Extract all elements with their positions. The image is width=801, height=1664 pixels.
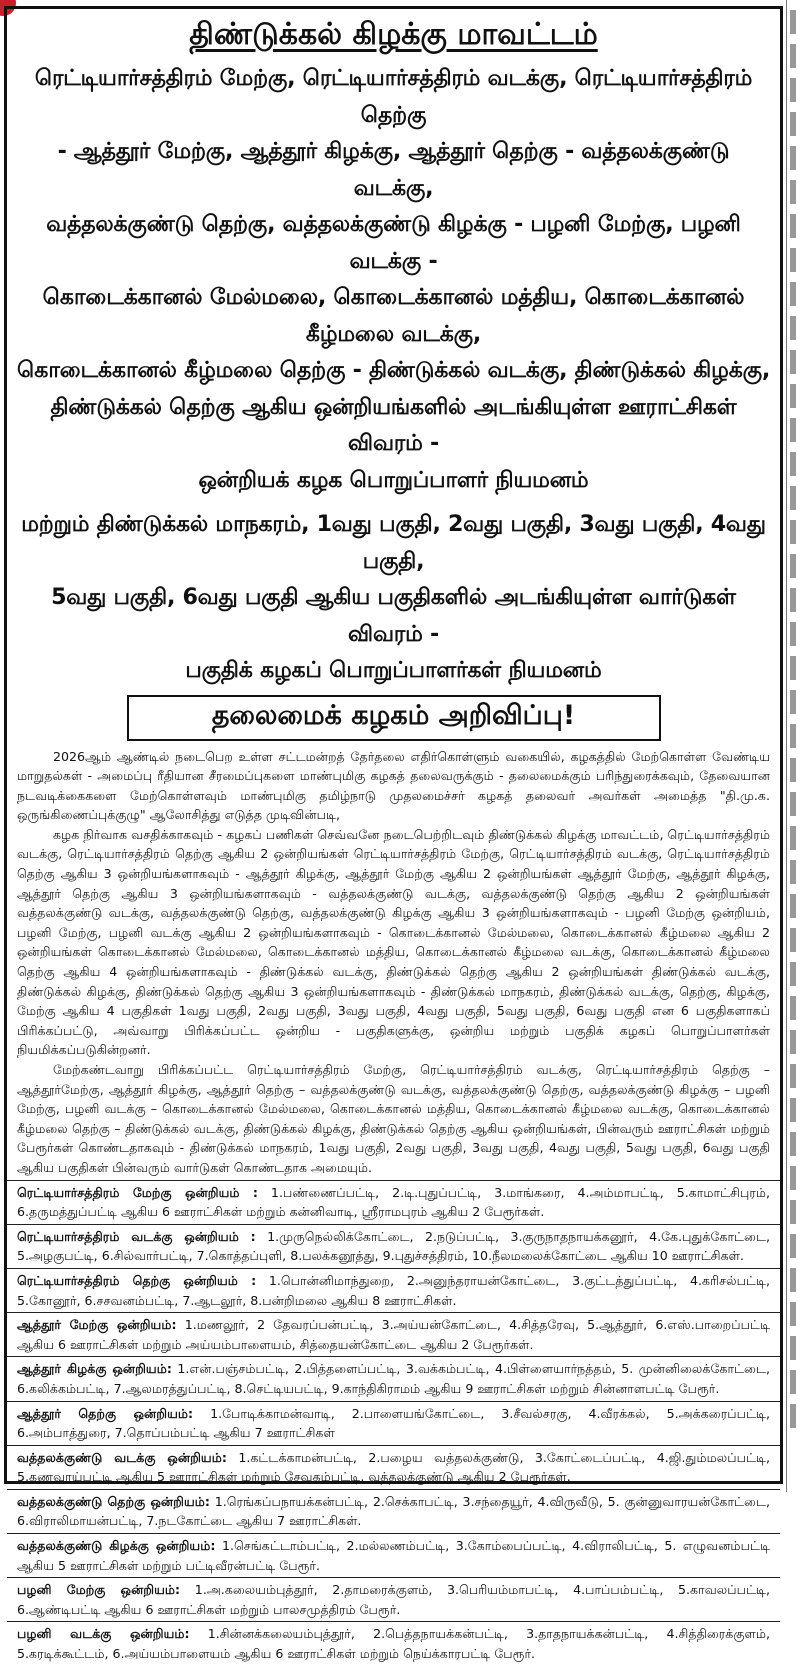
union-name: வத்தலக்குண்டு தெற்கு ஒன்றியம்: — [17, 1493, 210, 1509]
union-name: ஆத்தூர் கிழக்கு ஒன்றியம்: — [17, 1361, 172, 1377]
divider — [7, 1621, 780, 1622]
divider — [7, 1533, 780, 1534]
divider — [7, 1224, 780, 1225]
union-villages: 1.மணலூர், 2 தேவரப்பன்பட்டி, 3.அய்யன்கோட்டை, 4.சித்தரேவு, 5.ஆத்தூர், 6.எஸ்.பாறைப்பட்டி ஆகிய 6 ஊராட்சிகள் மற்றும் அய்யம்பாளையம், சித்தையன்கோட்டை ஆகிய 2 பேரூர்கள். — [17, 1317, 770, 1352]
unions-heading-line: ஒன்றியக் கழக பொறுப்பாளர் நியமனம் — [198, 466, 589, 493]
union-name: ஆத்தூர் தெற்கு ஒன்றியம்: — [17, 1405, 194, 1421]
divider — [7, 1180, 780, 1181]
union-name: பழனி வடக்கு ஒன்றியம்: — [17, 1626, 190, 1642]
unions-heading-line: கொடைக்கானல் கீழ்மலை தெற்கு - திண்டுக்கல் வடக்கு, திண்டுக்கல் கிழக்கு, — [16, 357, 771, 383]
areas-heading-line: 5வது பகுதி, 6வது பகுதி ஆகிய பகுதிகளில் அடங்கியுள்ள வார்டுகள் விவரம் - — [51, 584, 736, 647]
announcement-body — [7, 747, 780, 1664]
areas-heading-line: மற்றும் திண்டுக்கல் மாநகரம், 1வது பகுதி, 2வது பகுதி, 3வது பகுதி, 4வது பகுதி, — [21, 511, 766, 574]
divider — [7, 1577, 780, 1578]
divider — [7, 1268, 780, 1269]
divider — [7, 1401, 780, 1402]
unions-heading-line: கொடைக்கானல் மேல்மலை, கொடைக்கானல் மத்திய, கொடைக்கானல் கீழ்மலை வடக்கு, — [42, 284, 745, 347]
union-entry — [17, 1271, 770, 1310]
union-villages: 1.முருநெல்லிக்கோட்டை, 2.நடுப்பட்டி, 3.குருநாதநாயக்கனூர், 4.கே.புதுக்கோட்டை, 5.அழகுபட்டி, 6.சில்வார்பட்டி, 7.கொத்தப்புளி, 8.பலக்கனூத்து, 9.புதுச்சத்திரம், 10.நீலமலைக்கோட்டை ஆகிய 10 ஊராட்சிகள். — [17, 1228, 770, 1264]
union-name: வத்தலக்குண்டு கிழக்கு ஒன்றியம்: — [17, 1538, 216, 1554]
union-villages: 1.அ.கலையம்புத்தூர், 2.தாமரைக்குளம், 3.பெரியம்மாபட்டி, 4.பாப்பம்பட்டி, 5.காவலப்பட்டி, 6.ஆண்டிபட்டி ஆகிய 6 ஊராட்சிகள் மற்றும் பாலசமுத்திரம் பேரூர். — [17, 1582, 770, 1617]
areas-heading — [7, 506, 780, 689]
district-title-text: திண்டுக்கல் கிழக்கு மாவட்டம் — [189, 17, 598, 52]
union-entry — [17, 1448, 770, 1487]
areas-heading-line: பகுதிக் கழகப் பொறுப்பாளர்கள் நியமனம் — [185, 657, 602, 683]
union-name: ரெட்டியார்சத்திரம் வடக்கு ஒன்றியம் : — [17, 1228, 256, 1244]
unions-heading-line: - ஆத்தூர் மேற்கு, ஆத்தூர் கிழக்கு, ஆத்தூர் தெற்கு - வத்தலக்குண்டு வடக்கு, — [57, 138, 730, 201]
divider — [7, 1489, 780, 1490]
union-entry — [17, 1359, 770, 1398]
union-entry — [17, 1624, 770, 1663]
union-entry — [17, 1227, 770, 1266]
intro-paragraph: 2026ஆம் ஆண்டில் நடைபெற உள்ள சட்டமன்றத் தேர்தலை எதிர்கொள்ளும் வகையில், கழகத்தில் மேற்கொள்ள வேண்டிய மாறுதல்கள் - அமைப்பு ரீதியான சீரமைப்புகளை மாண்புமிகு கழகத் தலைவருக்கும் - தலைமைக்கும் பரிந்துரைக்கவும், தேவையான நடவடிக்கைகளை மேற்கொள்ளவும் மாண்புமிகு தமிழ்நாடு முதலமைச்சர் கழகத் தலைவர் அவர்கள் அமைத்த "தி.மு.க. ஒருங்கிணைப்புக்குழு" ஆலோசித்து எடுத்த முடிவின்படி, — [17, 748, 770, 823]
divider — [7, 1356, 780, 1357]
union-entry — [17, 1183, 770, 1222]
composition-paragraph: மேற்கண்டவாறு பிரிக்கப்பட்ட ரெட்டியார்சத்திரம் மேற்கு, ரெட்டியார்சத்திரம் வடக்கு, ரெட்டியார்சத்திரம் தெற்கு – ஆத்தூர்மேற்கு, ஆத்தூர் கிழக்கு, ஆத்தூர் தெற்கு – வத்தலக்குண்டு வடக்கு, வத்தலக்குண்டு தெற்கு, வத்தலக்குண்டு கிழக்கு – பழனி மேற்கு, பழனி வடக்கு – கொடைக்கானல் மேல்மலை, கொடைக்கானல் மத்திய, கொடைக்கானல் கீழ்மலை வடக்கு, கொடைக்கானல் கீழ்மலை தெற்கு – திண்டுக்கல் வடக்கு, திண்டுக்கல் கிழக்கு, திண்டுக்கல் தெற்கு ஆகிய ஒன்றியங்கள், பின்வரும் ஊராட்சிகள் மற்றும் பேரூர்கள் கொண்டதாகவும் - திண்டுக்கல் மாநகரம், 1வது பகுதி, 2வது பகுதி, 3வது பகுதி, 4வது பகுதி, 5வது பகுதி, 6வது பகுதி ஆகிய பகுதிகள் பின்வரும் வார்டுகள் கொண்டதாக அமையும். — [17, 1062, 770, 1175]
union-name: ரெட்டியார்சத்திரம் மேற்கு ஒன்றியம் : — [17, 1184, 258, 1200]
union-villages: 1.பொன்னிமாந்துறை, 2.அனுந்தராயன்கோட்டை, 3.குட்டத்துப்பட்டி, 4.கரிசல்பட்டி, 5.கோனூர், 6.சசவனம்பட்டி, 7.ஆடலூர், 8.பன்றிமலை ஆகிய 8 ஊராட்சிகள். — [17, 1272, 770, 1308]
union-villages: 1.செங்கட்டாம்பட்டி, 2.மல்லணம்பட்டி, 3.கோம்பைப்பட்டி, 4.விராலிபட்டி, 5. எழுவனம்பட்டி ஆகிய 5 ஊராட்சிகள் மற்றும் பட்டிவீரன்பட்டி பேரூர். — [17, 1538, 770, 1573]
divider — [7, 1312, 780, 1313]
union-entry — [17, 1536, 770, 1575]
union-name: ஆத்தூர் மேற்கு ஒன்றியம்: — [17, 1317, 177, 1333]
headquarters-notice-banner: தலைமைக் கழகம் அறிவிப்பு! — [127, 695, 661, 741]
union-villages: 1.ரெங்கப்பநாயக்கன்பட்டி, 2.செக்காபட்டி, 3.சந்தையூர், 4.விருவீடு, 5. குன்னுவாரயன்கோட்டை, 6.விராலிமாயன்பட்டி, 7.நடகோட்டை ஆகிய 7 ஊராட்சிகள். — [17, 1493, 771, 1529]
adjacent-column-edge — [786, 0, 801, 1492]
union-entry — [17, 1404, 770, 1443]
union-name: வத்தலக்குண்டு வடக்கு ஒன்றியம்: — [17, 1449, 227, 1465]
union-name: பழனி மேற்கு ஒன்றியம்: — [17, 1582, 181, 1598]
union-villages: 1.பண்ணைப்பட்டி, 2.டி.புதுப்பட்டி, 3.மாங்கரை, 4.அம்மாபட்டி, 5.காமாட்சிபுரம், 6.தருமத்துப்பட்டி ஆகிய 6 ஊராட்சிகள் மற்றும் கன்னிவாடி, ஸ்ரீராமபுரம் ஆகிய 2 பேரூர்கள். — [17, 1184, 770, 1220]
unions-heading — [7, 60, 780, 498]
restructure-paragraph: கழக நிர்வாக வசதிக்காகவும் - கழகப் பணிகள் செவ்வனே நடைபெற்றிடவும் திண்டுக்கல் கிழக்கு மாவட்டம், ரெட்டியார்சத்திரம் வடக்கு, ரெட்டியார்சத்திரம் தெற்கு ஆகிய 2 ஒன்றியங்கள் ரெட்டியார்சத்திரம் மேற்கு, ரெட்டியார்சத்திரம் வடக்கு, ரெட்டியார்சத்திரம் தெற்கு ஆகிய 3 ஒன்றியங்களாகவும் - ஆத்தூர் கிழக்கு, ஆத்தூர் மேற்கு ஆகிய 2 ஒன்றியங்கள் ஆத்தூர் மேற்கு, ஆத்தூர் கிழக்கு, ஆத்தூர் தெற்கு ஆகிய 3 ஒன்றியங்களாகவும் - வத்தலக்குண்டு வடக்கு, வத்தலக்குண்டு தெற்கு ஆகிய 2 ஒன்றியங்கள் வத்தலக்குண்டு வடக்கு, வத்தலக்குண்டு தெற்கு, வத்தலக்குண்டு கிழக்கு ஆகிய 3 ஒன்றியங்களாகவும் - பழனி மேற்கு ஒன்றியம், பழனி மேற்கு, பழனி வடக்கு ஆகிய 2 ஒன்றியங்களாகவும் - கொடைக்கானல் மேல்மலை, கொடைக்கானல் கீழ்மலை ஆகிய 2 ஒன்றியங்கள் கொடைக்கானல் மேல்மலை, கொடைக்கானல் மத்திய, கொடைக்கானல் கீழ்மலை வடக்கு, கொடைக்கானல் கீழ்மலை தெற்கு ஆகிய 4 ஒன்றியங்களாகவும் - திண்டுக்கல் வடக்கு, திண்டுக்கல் தெற்கு ஆகிய 2 ஒன்றியங்கள் திண்டுக்கல் வடக்கு, திண்டுக்கல் கிழக்கு, திண்டுக்கல் தெற்கு ஆகிய 3 ஒன்றியங்களாகவும் - திண்டுக்கல் மாநகரம், திண்டுக்கல் வடக்கு, தெற்கு, கிழக்கு, மேற்கு ஆகிய 4 பகுதிகள் 1வது பகுதி, 2வது பகுதி, 3வது பகுதி, 4வது பகுதி, 5வது பகுதி, 6வது பகுதி என 6 பகுதிகளாகப் பிரிக்கப்பட்டு, அவ்வாறு பிரிக்கப்பட்ட ஒன்றிய - பகுதிகளுக்கு, ஒன்றிய மற்றும் பகுதிக் கழகப் பொறுப்பாளர்கள் நியமிக்கப்படுகின்றனர். — [17, 826, 770, 1058]
union-name: ரெட்டியார்சத்திரம் தெற்கு ஒன்றியம் : — [17, 1272, 257, 1288]
unions-heading-line: திண்டுக்கல் தெற்கு ஆகிய ஒன்றியங்களில் அடங்கியுள்ள ஊராட்சிகள் விவரம் - — [50, 393, 737, 456]
union-villages: 1.என்.பஞ்சம்பட்டி, 2.பித்தளைப்பட்டி, 3.வக்கம்பட்டி, 4.பிள்ளையார்நத்தம், 5. முன்னிலைக்கோட்டை, 6.கலிக்கம்பட்டி, 7.ஆலமரத்துப்பட்டி, 8.செட்டியபட்டி, 9.காந்திகிராமம் ஆகிய 9 ஊராட்சிகள் மற்றும் சின்னாளபட்டி பேரூர். — [17, 1361, 770, 1396]
divider — [7, 1445, 780, 1446]
union-villages: 1.கட்டக்காமன்பட்டி, 2.பழைய வத்தலக்குண்டு, 3.கோட்டைப்பட்டி, 4.ஜி.தும்மலப்பட்டி, 5.கணவாய்பட்டி ஆகிய 5 ஊராட்சிகள் மற்றும் சேவுகம்பட்டி, வத்தலக்குண்டு ஆகிய 2 பேரூர்கள். — [17, 1449, 770, 1485]
union-entry — [17, 1492, 770, 1531]
unions-heading-line: வத்தலக்குண்டு தெற்கு, வத்தலக்குண்டு கிழக்கு - பழனி மேற்கு, பழனி வடக்கு - — [46, 211, 741, 274]
union-entry — [17, 1580, 770, 1619]
announcement-box — [4, 6, 783, 1662]
union-villages: 1.சின்னக்கலையம்புத்தூர், 2.பெத்தநாயக்கன்பட்டி, 3.தாதநாயக்கன்பட்டி, 4.சித்திரைக்குளம், 5.கரடிக்கூட்டம், 6.அய்யம்பாளையம் ஆகிய 6 ஊராட்சிகள் மற்றும் நெய்க்காரபட்டி பேரூர். — [17, 1626, 770, 1662]
union-entry — [17, 1315, 770, 1354]
district-title — [7, 17, 780, 56]
union-villages: 1.போடிக்காமன்வாடி, 2.பாளையங்கோட்டை, 3.சீவல்சரகு, 4.வீரக்கல், 5.அக்கரைப்பட்டி, 6.அம்பாத்துரை, 7.தொப்பம்பட்டி ஆகிய 7 ஊராட்சிகள் — [17, 1405, 771, 1441]
unions-heading-line: ரெட்டியார்சத்திரம் மேற்கு, ரெட்டியார்சத்திரம் வடக்கு, ரெட்டியார்சத்திரம் தெற்கு — [34, 65, 753, 128]
